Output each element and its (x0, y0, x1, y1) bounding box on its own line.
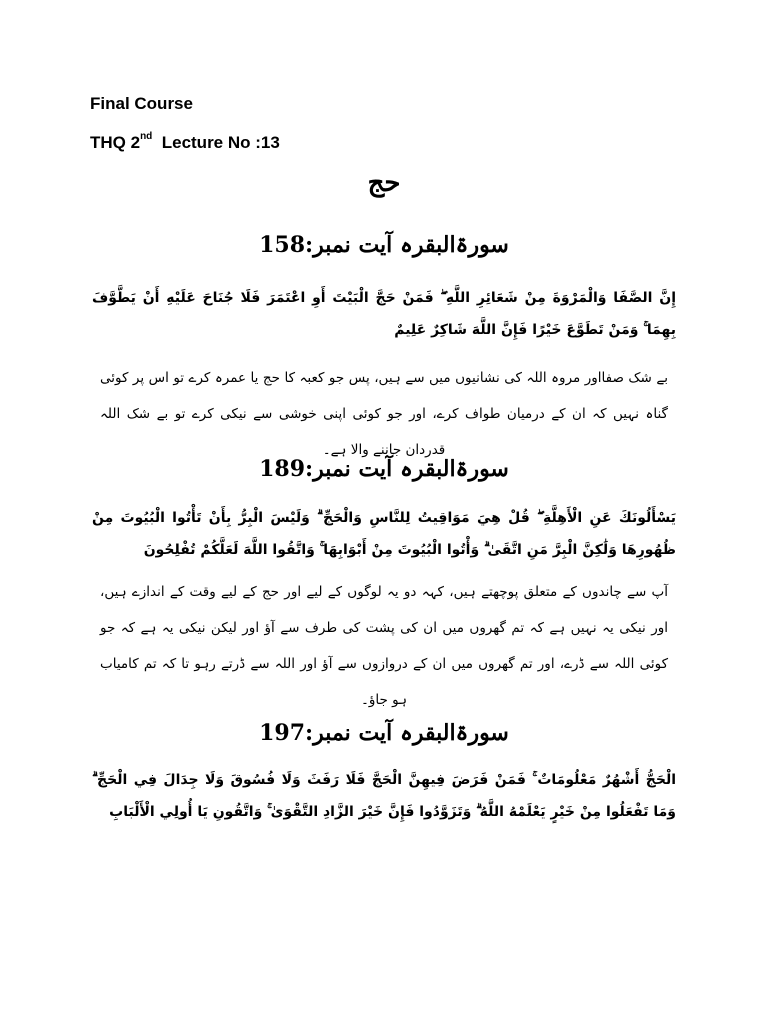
urdu-translation-189: آپ سے چاندوں کے متعلق پوچھتے ہیں، کہہ دو یہ لوگوں کے لیے اور حج کے لیے وقت کے اندازے ہیں، اور نیکی یہ نہیں ہے کہ تم گھروں میں ان کی پشت کی طرف سے آؤ اور لیکن نیکی یہ ہے کہ جو کوئی اللہ سے ڈرے، اور تم گھروں میں ان کے دروازوں سے آؤ اور اللہ سے ڈرتے رہو تا کہ تم کامیاب ہو جاؤ۔ (100, 584, 668, 708)
arabic-verse-158: إِنَّ الصَّفَا وَالْمَرْوَةَ مِنْ شَعَائِرِ اللَّهِ ۖ فَمَنْ حَجَّ الْبَيْتَ أَوِ اعْتَمَرَ فَلَا جُنَاحَ عَلَيْهِ أَنْ يَطَّوَّفَ بِهِمَا ۚ وَمَنْ تَطَوَّعَ خَيْرًا فَإِنَّ اللَّهَ شَاكِرٌ عَلِيمٌ (92, 290, 676, 338)
arabic-verse-197: الْحَجُّ أَشْهُرٌ مَعْلُومَاتٌ ۚ فَمَنْ فَرَضَ فِيهِنَّ الْحَجَّ فَلَا رَفَثَ وَلَا فُسُوقَ وَلَا جِدَالَ فِي الْحَجِّ ۗ وَمَا تَفْعَلُوا مِنْ خَيْرٍ يَعْلَمْهُ اللَّهُ ۗ وَتَزَوَّدُوا فَإِنَّ خَيْرَ الزَّادِ التَّقْوَىٰ ۚ وَاتَّقُونِ يَا أُولِي الْأَلْبَابِ (92, 772, 676, 820)
lecture-superscript: nd (140, 131, 153, 142)
lecture-prefix: THQ 2 (90, 133, 141, 152)
surah-heading-189: سورۃالبقرہ آیت نمبر:189 (259, 456, 509, 482)
arabic-verse-189: يَسْأَلُونَكَ عَنِ الْأَهِلَّةِ ۖ قُلْ هِيَ مَوَاقِيتُ لِلنَّاسِ وَالْحَجِّ ۗ وَلَيْسَ الْبِرُّ بِأَنْ تَأْتُوا الْبُيُوتَ مِنْ ظُهُورِهَا وَلَٰكِنَّ الْبِرَّ مَنِ اتَّقَىٰ ۗ وَأْتُوا الْبُيُوتَ مِنْ أَبْوَابِهَا ۚ وَاتَّقُوا اللَّهَ لَعَلَّكُمْ تُفْلِحُونَ (92, 510, 676, 558)
surah-heading-158: سورۃالبقرہ آیت نمبر:158 (259, 232, 509, 258)
urdu-translation-158: بے شک صفااور مروہ اللہ کی نشانیوں میں سے ہیں، پس جو کعبہ کا حج یا عمرہ کرے تو اس پر کوئی گناہ نہیں کہ ان کے درمیان طواف کرے، اور جو کوئی اپنی خوشی سے نیکی کرے تو بے شک اللہ قدردان جاننے والا ہے۔ (100, 370, 668, 458)
topic-heading: حج (367, 168, 401, 198)
lecture-suffix: Lecture No :13 (152, 133, 280, 152)
surah-heading-197: سورۃالبقرہ آیت نمبر:197 (259, 720, 509, 746)
course-title: Final Course (90, 94, 193, 113)
lecture-line (90, 133, 280, 153)
